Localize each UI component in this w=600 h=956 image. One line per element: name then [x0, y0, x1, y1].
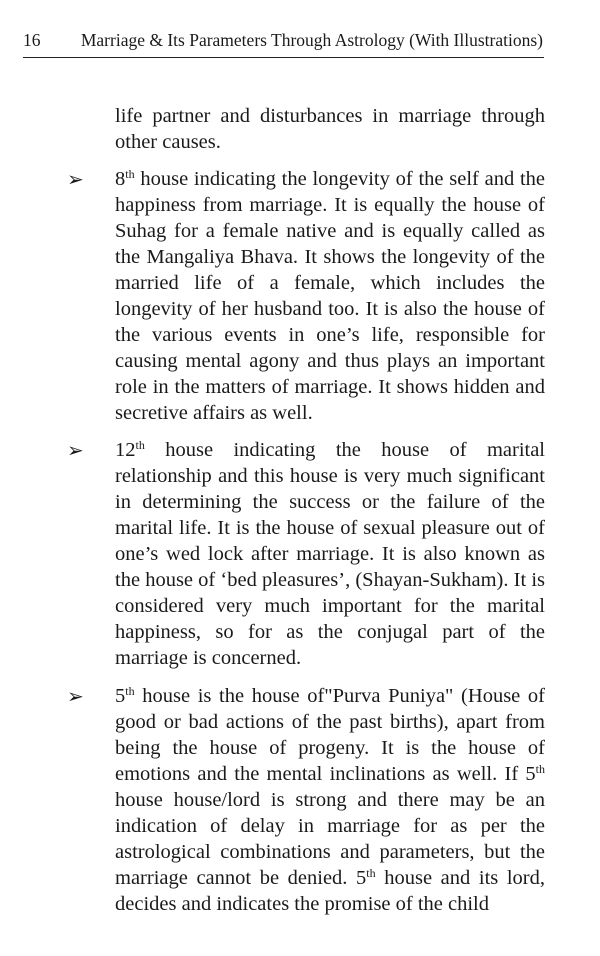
arrowhead-bullet-icon: ➢	[67, 684, 84, 708]
bullet-item-5th-house	[67, 683, 545, 917]
bullet-text: house is the house of"Purva Puniya" (House of good or bad actions of the past births), apart from being the house of progeny. It is the house of emotions and the mental inclinations as well. If 5	[115, 685, 545, 785]
arrowhead-bullet-icon: ➢	[67, 167, 84, 191]
ordinal-suffix: th	[135, 438, 145, 452]
bullet-paragraph	[115, 437, 545, 671]
ordinal-suffix: th	[535, 762, 545, 776]
house-number: 8	[115, 168, 126, 190]
ordinal-suffix: th	[125, 684, 135, 698]
ordinal-suffix: th	[366, 866, 376, 880]
bullet-text: house and its lord, decides and indicates the promise of the child	[115, 867, 545, 915]
header-divider	[23, 57, 544, 58]
page-number: 16	[23, 30, 41, 50]
running-title: Marriage & Its Parameters Through Astrology (With Illustrations)	[80, 30, 543, 50]
bullet-text: house house/lord is strong and there may be an indication of delay in marriage for as per the astrological combinations and parameters, but the marriage cannot be denied. 5	[115, 789, 545, 889]
bullet-text: house indicating the longevity of the self and the happiness from marriage. It is equally the house of Suhag for a female native and is equally called as the Mangaliya Bhava. It shows the longevity of the married life of a female, which includes the longevity of her husband too. It is also the house of the various events in one’s life, responsible for causing mental agony and thus plays an important role in the matters of marriage. It shows hidden and secretive affairs as well.	[115, 168, 545, 424]
page-header	[23, 30, 543, 52]
bullet-item-12th-house	[67, 437, 545, 671]
house-number: 12	[115, 439, 136, 461]
bullet-paragraph	[115, 683, 545, 917]
continuation-paragraph: life partner and disturbances in marriage through other causes.	[115, 105, 545, 153]
house-number: 5	[115, 685, 126, 707]
ordinal-suffix: th	[125, 167, 135, 181]
bullet-item-8th-house	[67, 166, 545, 426]
bullet-text: house indicating the house of marital relationship and this house is very much significant in determining the success or the failure of the marital life. It is the house of sexual pleasure out of one’s wed lock after marriage. It is also known as the house of ‘bed pleasures’, (Shayan-Sukham). It is considered very much important for the marital happiness, so for as the conjugal part of the marriage is concerned.	[115, 439, 545, 669]
bullet-paragraph	[115, 166, 545, 426]
arrowhead-bullet-icon: ➢	[67, 438, 84, 462]
